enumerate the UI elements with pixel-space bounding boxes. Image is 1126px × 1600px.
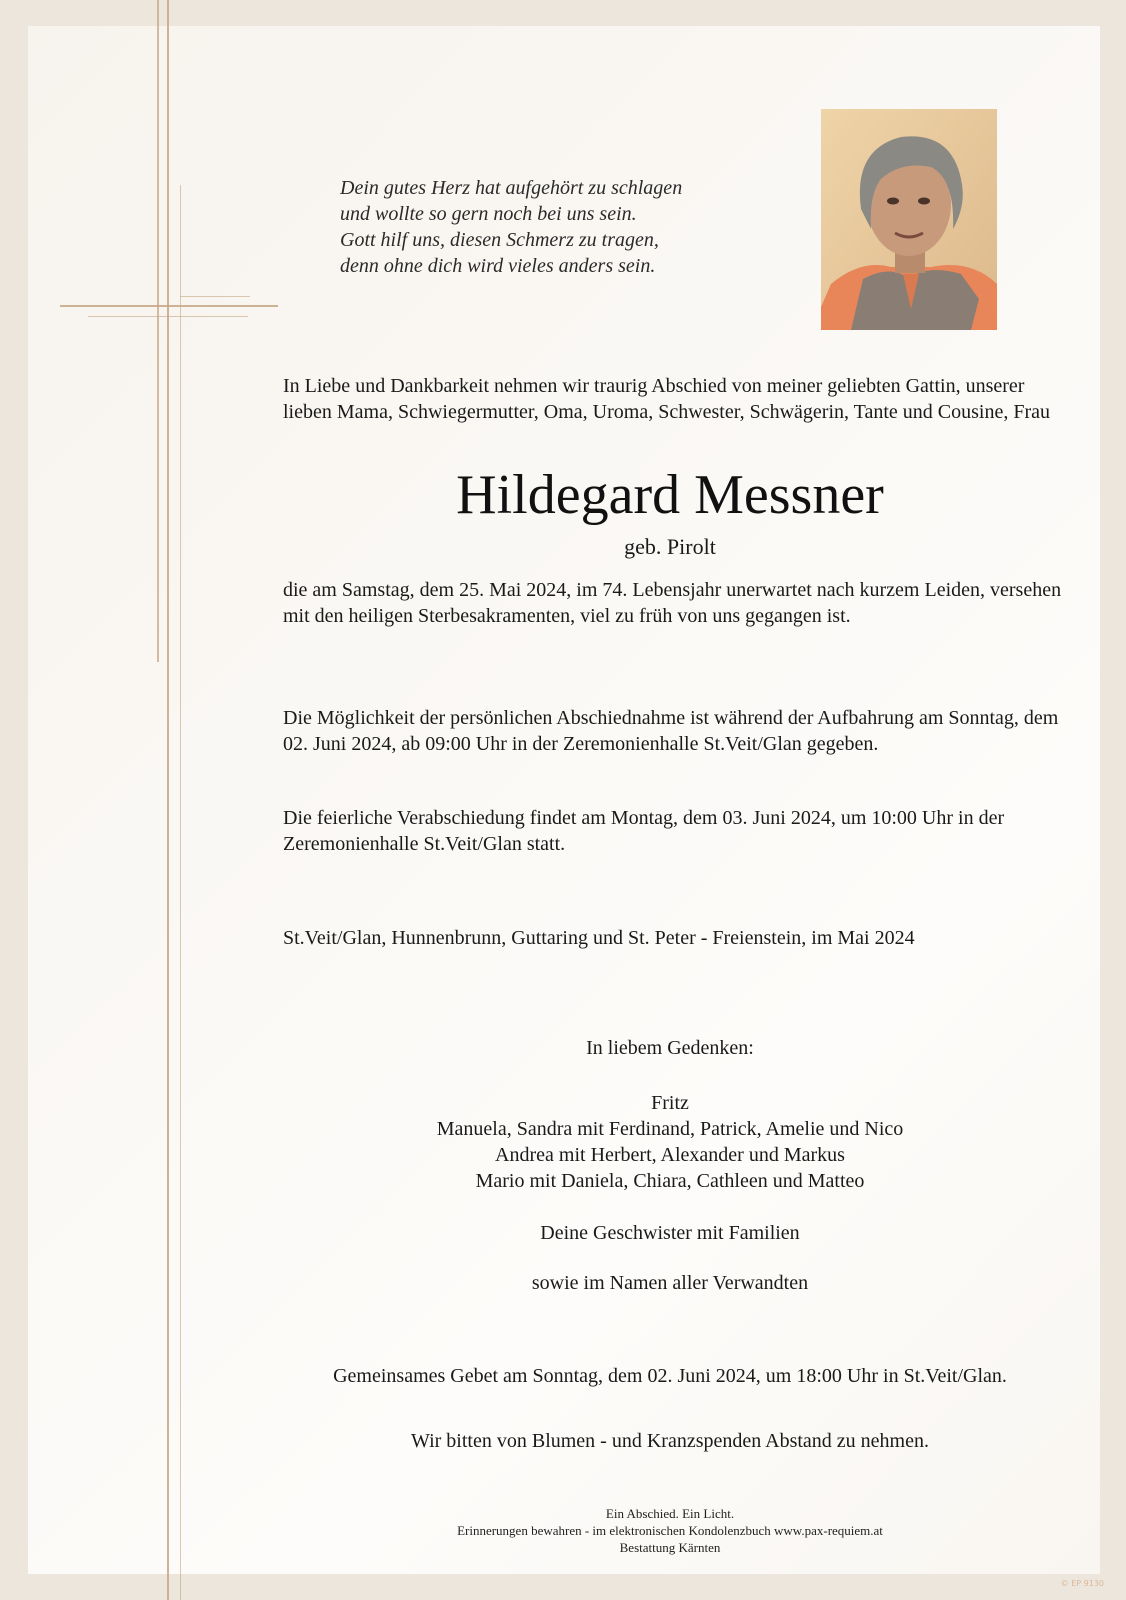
cross-vertical-line: [180, 185, 181, 1600]
cross-vertical-line: [167, 0, 169, 1600]
cross-horizontal-line: [88, 316, 248, 317]
maiden-name: geb. Pirolt: [624, 534, 716, 559]
viewing-notice: Die Möglichkeit der persönlichen Abschiednahme ist während der Aufbahrung am Sonntag, dem 02. Juni 2024, ab 09:00 Uhr in der Zeremonienhalle St.Veit/Glan gegeben.: [283, 707, 1059, 755]
intro-text: In Liebe und Dankbarkeit nehmen wir traurig Abschied von meiner geliebten Gattin, unserer lieben Mama, Schwiegermutter, Oma, Uroma, Schwester, Schwägerin, Tante und Cousine, Frau: [283, 375, 1050, 423]
siblings-line: Deine Geschwister mit Familien: [540, 1222, 800, 1244]
place-date: St.Veit/Glan, Hunnenbrunn, Guttaring und St. Peter - Freienstein, im Mai 2024: [283, 927, 915, 949]
mourner-line: Manuela, Sandra mit Ferdinand, Patrick, Amelie und Nico: [436, 1118, 904, 1140]
remembrance-title: In liebem Gedenken:: [586, 1037, 754, 1059]
footer-line: Bestattung Kärnten: [619, 1540, 721, 1555]
poem-line: Gott hilf uns, diesen Schmerz zu tragen,: [340, 229, 659, 251]
prayer-notice: Gemeinsames Gebet am Sonntag, dem 02. Juni 2024, um 18:00 Uhr in St.Veit/Glan.: [333, 1365, 1007, 1387]
cross-horizontal-line: [180, 296, 250, 297]
relatives-line: sowie im Namen aller Verwandten: [531, 1272, 809, 1294]
poem-line: Dein gutes Herz hat aufgehört zu schlagen: [340, 177, 683, 199]
farewell-notice: Die feierliche Verabschiedung findet am Montag, dem 03. Juni 2024, um 10:00 Uhr in der Zeremonienhalle St.Veit/Glan statt.: [283, 807, 1005, 855]
footer-line: Erinnerungen bewahren - im elektronischen Kondolenzbuch www.pax-requiem.at: [457, 1523, 883, 1538]
poem-line: denn ohne dich wird vieles anders sein.: [340, 255, 656, 277]
footer-line: Ein Abschied. Ein Licht.: [605, 1506, 735, 1521]
cross-vertical-line: [157, 0, 159, 662]
portrait-photo: [821, 109, 997, 330]
death-notice: die am Samstag, dem 25. Mai 2024, im 74. Lebensjahr unerwartet nach kurzem Leiden, versehen mit den heiligen Sterbesakramenten, viel zu früh von uns gegangen ist.: [283, 579, 1062, 627]
deceased-name: Hildegard Messner: [456, 464, 884, 526]
mourner-line: Fritz: [651, 1092, 689, 1114]
poem-line: und wollte so gern noch bei uns sein.: [340, 203, 637, 225]
cross-horizontal-line: [60, 305, 278, 307]
poem: [340, 175, 800, 279]
footer: [283, 1505, 1057, 1556]
mourner-line: Mario mit Daniela, Chiara, Cathleen und Matteo: [475, 1170, 865, 1192]
mourners-list: [283, 1090, 1057, 1194]
corner-mark: © EP 9130: [1060, 1579, 1104, 1588]
flowers-notice: Wir bitten von Blumen - und Kranzspenden Abstand zu nehmen.: [411, 1430, 929, 1452]
mourner-line: Andrea mit Herbert, Alexander und Markus: [495, 1144, 845, 1166]
